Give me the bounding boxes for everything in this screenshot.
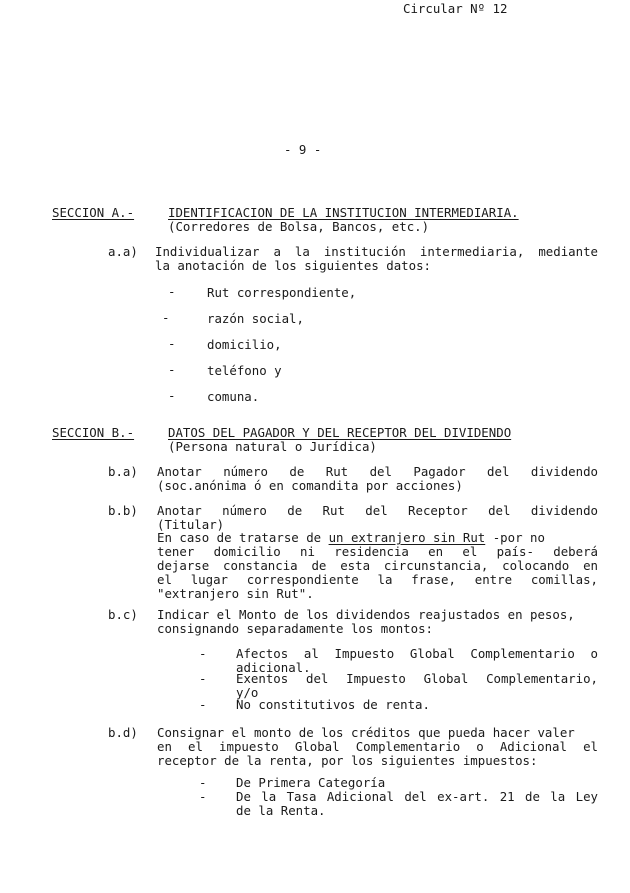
- list-item: De Primera Categoría: [236, 775, 386, 790]
- list-item-cont: de la Renta.: [236, 803, 326, 818]
- bullet-dash: -: [168, 284, 176, 299]
- list-item: Afectos al Impuesto Global Complementario o: [236, 646, 598, 661]
- bullet-dash: -: [199, 646, 207, 661]
- list-item-cont: adicional.: [236, 660, 311, 675]
- item-bc-text: Indicar el Monto de los dividendos reajustados en pesos,: [157, 607, 575, 622]
- list-item: Rut correspondiente,: [207, 285, 357, 300]
- item-bd-label: b.d): [108, 725, 138, 740]
- item-aa-text: Individualizar a la institución intermediaria, mediante: [155, 244, 598, 259]
- item-ba-text: Anotar número de Rut del Pagador del dividendo: [157, 464, 598, 479]
- item-bc-label: b.c): [108, 607, 138, 622]
- bullet-dash: -: [199, 697, 207, 712]
- page-number: - 9 -: [284, 142, 322, 157]
- bullet-dash: -: [199, 789, 207, 804]
- item-bb-text-7: "extranjero sin Rut".: [157, 586, 314, 601]
- list-item: No constitutivos de renta.: [236, 697, 430, 712]
- section-a-label: SECCION A.-: [52, 205, 135, 220]
- item-bb-text-2: (Titular): [157, 517, 225, 532]
- section-a-subtitle: (Corredores de Bolsa, Bancos, etc.): [168, 219, 430, 234]
- section-b-label: SECCION B.-: [52, 425, 135, 440]
- list-item: Exentos del Impuesto Global Complementario,: [236, 671, 598, 686]
- item-bd-text: Consignar el monto de los créditos que pueda hacer valer: [157, 725, 575, 740]
- item-bd-text-3: receptor de la renta, por los siguientes impuestos:: [157, 753, 538, 768]
- item-bb-text-4: tener domicilio ni residencia en el país- deberá dejarse constancia de esta circunstancia, colocando en el lugar correspondiente la frase, entre comillas,: [157, 544, 598, 587]
- list-item: razón social,: [207, 311, 304, 326]
- item-ba-text-2: (soc.anónima ó en comandita por acciones): [157, 478, 463, 493]
- list-item: De la Tasa Adicional del ex-art. 21 de la Ley: [236, 789, 598, 804]
- item-aa-text-2: la anotación de los siguientes datos:: [155, 258, 432, 273]
- bullet-dash: -: [162, 310, 170, 325]
- item-bb-text-3: En caso de tratarse de un extranjero sin Rut -por no: [157, 530, 545, 545]
- section-b-subtitle: (Persona natural o Jurídica): [168, 439, 377, 454]
- bullet-dash: -: [168, 336, 176, 351]
- item-aa-label: a.a): [108, 244, 138, 259]
- item-bb-text: Anotar número de Rut del Receptor del dividendo: [157, 503, 598, 518]
- item-ba-label: b.a): [108, 464, 138, 479]
- circular-number: Circular Nº 12: [403, 1, 508, 16]
- bullet-dash: -: [199, 775, 207, 790]
- bullet-dash: -: [168, 362, 176, 377]
- list-item: comuna.: [207, 389, 260, 404]
- item-bd-text-2: en el impuesto Global Complementario o Adicional el: [157, 739, 598, 754]
- list-item-cont: y/o: [236, 685, 259, 700]
- list-item: teléfono y: [207, 363, 282, 378]
- bullet-dash: -: [199, 671, 207, 686]
- section-a-title: IDENTIFICACION DE LA INSTITUCION INTERMEDIARIA.: [168, 205, 519, 220]
- bullet-dash: -: [168, 388, 176, 403]
- extranjero-underlined: un extranjero sin Rut: [328, 530, 486, 545]
- list-item: domicilio,: [207, 337, 282, 352]
- item-bc-text-2: consignando separadamente los montos:: [157, 621, 434, 636]
- item-bb-label: b.b): [108, 503, 138, 518]
- section-b-title: DATOS DEL PAGADOR Y DEL RECEPTOR DEL DIVIDENDO: [168, 425, 512, 440]
